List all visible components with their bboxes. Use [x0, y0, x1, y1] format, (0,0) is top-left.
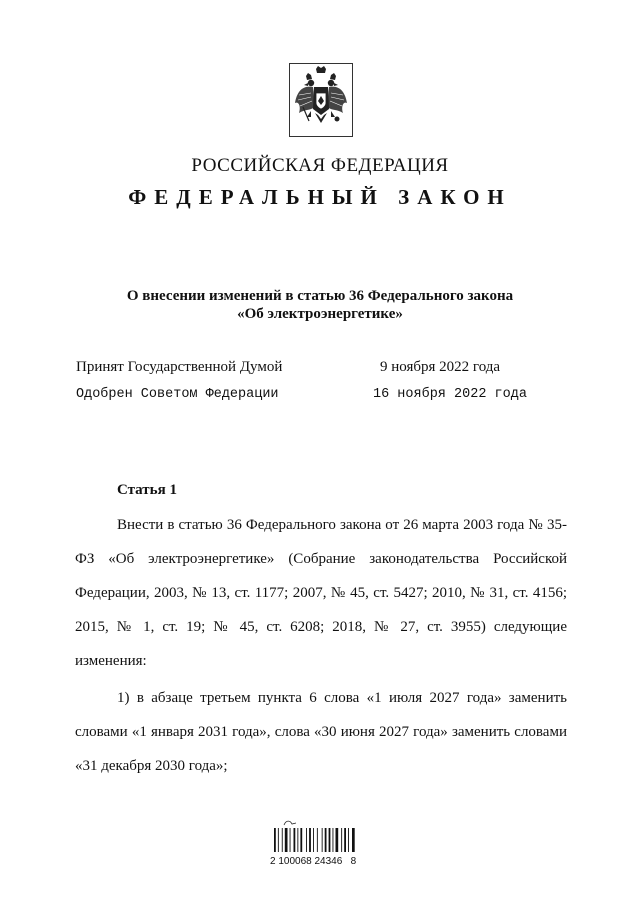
article-paragraph-1: Внести в статью 36 Федерального закона от 26 марта 2003 года № 35-ФЗ «Об электроэнергетике» (Собрание законодательства Российской Федерации, 2003, № 13, ст. 1177; 2007, № 45, ст. 5427; 2010, № 31, ст. 4156; 2015, № 1, ст. 19; № 45, ст. 6208; 2018, № 27, ст. 3955) следующие изменения: [75, 517, 567, 669]
article-paragraph-2: 1) в абзаце третьем пункта 6 слова «1 июля 2027 года» заменить словами «1 января 2031 года», слова «30 июня 2027 года» заменить словами «31 декабря 2030 года»; [75, 690, 567, 774]
law-subject [0, 287, 640, 323]
document-type-title: ФЕДЕРАЛЬНЫЙ ЗАКОН [128, 185, 512, 209]
duma-adoption-date: 9 ноября 2022 года [380, 359, 501, 375]
state-emblem-icon [289, 63, 353, 137]
law-subject-line-1: О внесении изменений в статью 36 Федерального закона [126, 288, 514, 304]
council-approval-label: Одобрен Советом Федерации [76, 387, 279, 402]
article-title: Статья 1 [117, 482, 177, 498]
law-subject-line-2: «Об электроэнергетике» [237, 306, 403, 322]
barcode-icon [270, 818, 360, 859]
council-approval-date: 16 ноября 2022 года [373, 387, 527, 402]
duma-adoption-label: Принят Государственной Думой [76, 359, 283, 375]
barcode-number: 2 100068 24346 8 [270, 856, 357, 867]
country-name: РОССИЙСКАЯ ФЕДЕРАЦИЯ [191, 155, 449, 176]
